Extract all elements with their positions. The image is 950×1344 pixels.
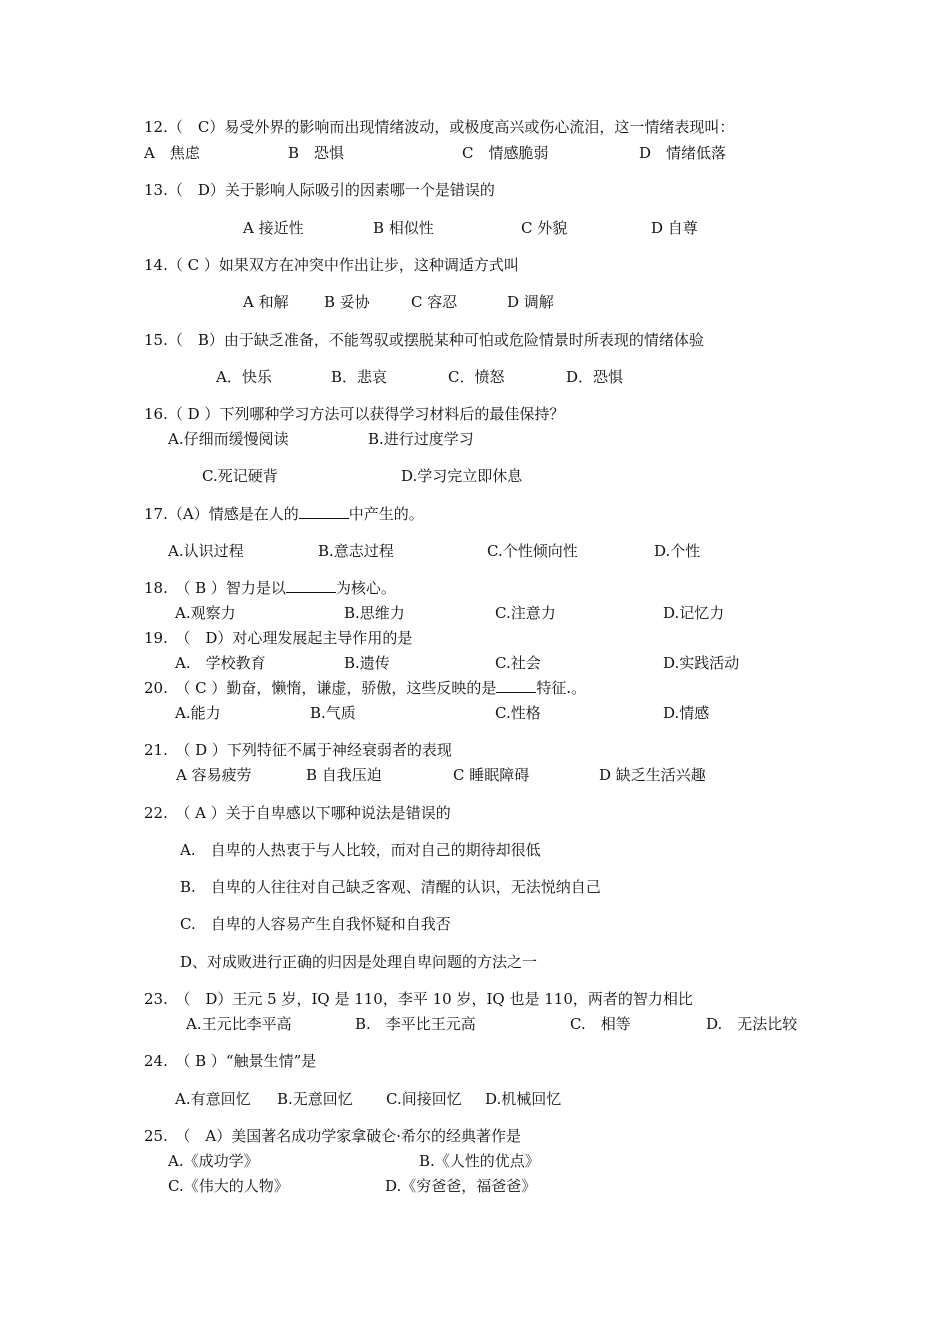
- question-23-option-a: A.王元比李平高: [186, 1015, 292, 1033]
- question-22-option-d: D、对成败进行正确的归因是处理自卑问题的方法之一: [180, 953, 538, 971]
- question-13-option-b: B 相似性: [373, 219, 434, 237]
- question-19-option-b: B.遗传: [344, 654, 390, 672]
- question-13-option-d: D 自尊: [651, 219, 698, 237]
- question-20-option-b: B.气质: [310, 704, 356, 722]
- question-13-option-a: A 接近性: [243, 219, 304, 237]
- question-14-stem: 14.（ C ）如果双方在冲突中作出让步，这种调适方式叫: [144, 256, 519, 274]
- question-20-stem-start: 20. （ C ）勤奋，懒惰，谦虚，骄傲，这些反映的是: [144, 679, 497, 697]
- question-12-option-b: B 恐惧: [288, 144, 345, 162]
- question-18-option-d: D.记忆力: [663, 604, 725, 622]
- question-17-stem-start: 17.（A）情感是在人的: [144, 505, 299, 523]
- question-21-option-b: B 自我压迫: [306, 766, 382, 784]
- question-23-stem: 23. （ D）王元 5 岁，IQ 是 110，李平 10 岁，IQ 也是 110，两者的智力相比: [144, 990, 693, 1008]
- question-17-option-b: B.意志过程: [318, 542, 394, 560]
- question-16-option-b: B.进行过度学习: [368, 430, 474, 448]
- question-25-option-a: A.《成功学》: [168, 1152, 259, 1170]
- question-21-stem: 21. （ D ）下列特征不属于神经衰弱者的表现: [144, 741, 452, 759]
- question-13-option-c: C 外貌: [521, 219, 568, 237]
- question-15-option-a: A．快乐: [216, 368, 272, 386]
- question-18-option-a: A.观察力: [175, 604, 236, 622]
- question-15-option-c: C．愤怒: [448, 368, 505, 386]
- question-25-option-d: D.《穷爸爸，福爸爸》: [385, 1177, 537, 1195]
- question-19-option-d: D.实践活动: [663, 654, 740, 672]
- question-23-option-d: D. 无法比较: [706, 1015, 798, 1033]
- question-18-stem-start: 18. （ B ）智力是以: [144, 579, 286, 597]
- question-23-option-c: C. 相等: [570, 1015, 631, 1033]
- question-20-stem-end: 特征.。: [536, 679, 587, 697]
- question-16-option-a: A.仔细而缓慢阅读: [168, 430, 289, 448]
- question-18-option-c: C.注意力: [495, 604, 556, 622]
- question-17-stem: [144, 504, 424, 524]
- answer-blank: [496, 678, 536, 693]
- question-19-option-a: A. 学校教育: [175, 654, 266, 672]
- question-18-stem-end: 为核心。: [335, 579, 396, 597]
- question-16-option-d: D.学习完立即休息: [401, 467, 523, 485]
- question-24-option-a: A.有意回忆: [175, 1090, 251, 1108]
- question-20-stem: [144, 678, 586, 698]
- question-25-option-b: B.《人性的优点》: [419, 1152, 540, 1170]
- question-17-stem-end: 中产生的。: [348, 505, 424, 523]
- question-14-option-d: D 调解: [507, 293, 554, 311]
- question-25-option-c: C.《伟大的人物》: [168, 1177, 289, 1195]
- answer-blank: [299, 504, 349, 519]
- question-24-option-d: D.机械回忆: [485, 1090, 562, 1108]
- question-17-option-c: C.个性倾向性: [487, 542, 578, 560]
- question-17-option-a: A.认识过程: [168, 542, 244, 560]
- question-25-stem: 25. （ A）美国著名成功学家拿破仑·希尔的经典著作是: [144, 1127, 521, 1145]
- question-23-option-b: B. 李平比王元高: [355, 1015, 476, 1033]
- question-12-stem: 12.（ C）易受外界的影响而出现情绪波动，或极度高兴或伤心流泪，这一情绪表现叫：: [144, 118, 735, 136]
- question-15-stem: 15.（ B）由于缺乏准备，不能驾驭或摆脱某种可怕或危险情景时所表现的情绪体验: [144, 331, 704, 349]
- question-17-option-d: D.个性: [654, 542, 701, 560]
- question-15-option-b: B．悲哀: [331, 368, 388, 386]
- question-22-option-b: B. 自卑的人往往对自己缺乏客观、清醒的认识，无法悦纳自己: [180, 878, 601, 896]
- question-12-option-d: D 情绪低落: [639, 144, 727, 162]
- question-24-stem: 24. （ B ）“触景生情”是: [144, 1052, 317, 1070]
- question-22-option-a: A. 自卑的人热衷于与人比较，而对自己的期待却很低: [180, 841, 541, 859]
- question-19-option-c: C.社会: [495, 654, 541, 672]
- question-20-option-a: A.能力: [175, 704, 221, 722]
- question-21-option-c: C 睡眠障碍: [453, 766, 530, 784]
- question-20-option-c: C.性格: [495, 704, 541, 722]
- question-12-option-c: C 情感脆弱: [462, 144, 549, 162]
- question-22-stem: 22. （ A ）关于自卑感以下哪种说法是错误的: [144, 804, 451, 822]
- question-21-option-d: D 缺乏生活兴趣: [599, 766, 706, 784]
- question-16-option-c: C.死记硬背: [202, 467, 278, 485]
- question-24-option-b: B.无意回忆: [277, 1090, 353, 1108]
- question-14-option-b: B 妥协: [324, 293, 370, 311]
- question-19-stem: 19. （ D）对心理发展起主导作用的是: [144, 629, 413, 647]
- question-21-option-a: A 容易疲劳: [176, 766, 252, 784]
- question-14-option-c: C 容忍: [411, 293, 458, 311]
- question-18-stem: [144, 578, 396, 598]
- question-13-stem: 13.（ D）关于影响人际吸引的因素哪一个是错误的: [144, 181, 495, 199]
- question-18-option-b: B.思维力: [344, 604, 405, 622]
- question-15-option-d: D．恐惧: [566, 368, 624, 386]
- question-20-option-d: D.情感: [663, 704, 710, 722]
- question-14-option-a: A 和解: [243, 293, 289, 311]
- question-16-stem: 16.（ D ）下列哪种学习方法可以获得学习材料后的最佳保持？: [144, 405, 565, 423]
- question-22-option-c: C. 自卑的人容易产生自我怀疑和自我否: [180, 915, 451, 933]
- question-12-option-a: A 焦虑: [144, 144, 200, 162]
- answer-blank: [286, 578, 336, 593]
- question-24-option-c: C.间接回忆: [386, 1090, 462, 1108]
